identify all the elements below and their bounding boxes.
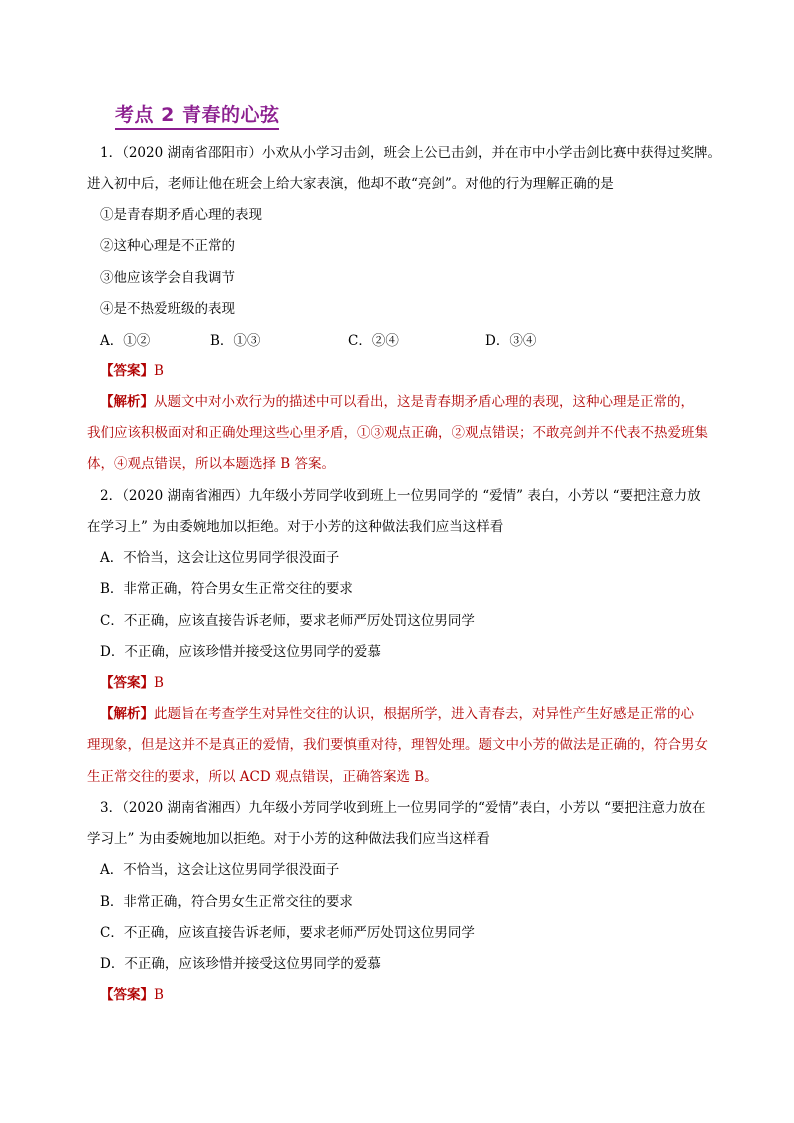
q2-analysis-line-1: [100, 704, 694, 724]
analysis-text: 此题旨在考查学生对异性交往的认识，根据所学，进入青春去，对异性产生好感是正常的心: [154, 706, 694, 722]
q2-answer: [100, 673, 164, 693]
q1-choice-b: B．①③: [210, 333, 261, 349]
q1-item-1: ①是青春期矛盾心理的表现: [100, 207, 262, 223]
answer-tag: 【答案】: [100, 675, 154, 691]
q1-choice-c: C．②④: [348, 333, 399, 349]
q1-analysis-line-3: 体，④观点错误，所以本题选择 B 答案。: [87, 456, 336, 472]
q1-stem-line-1: 1．（2020 湖南省邵阳市）小欢从小学习击剑，班会上公已击剑，并在市中小学击剑比赛中获得过奖牌。: [100, 145, 721, 161]
q2-option-c: C．不正确，应该直接告诉老师，要求老师严厉处罚这位男同学: [100, 613, 475, 629]
q1-answer: [100, 361, 164, 381]
analysis-text: 从题文中对小欢行为的描述中可以看出，这是青春期矛盾心理的表现，这种心理是正常的，: [154, 394, 694, 410]
q3-answer: [100, 985, 164, 1005]
q2-option-b: B．非常正确，符合男女生正常交往的要求: [100, 581, 353, 597]
q1-item-2: ②这种心理是不正常的: [100, 238, 235, 254]
answer-value: B: [154, 987, 164, 1003]
q1-analysis-line-2: 我们应该积极面对和正确处理这些心里矛盾，①③观点正确，②观点错误；不敢亮剑并不代表不热爱班集: [87, 425, 708, 441]
q1-item-4: ④是不热爱班级的表现: [100, 301, 235, 317]
q3-option-a: A．不恰当，这会让这位男同学很没面子: [100, 862, 340, 878]
q3-option-c: C．不正确，应该直接告诉老师，要求老师严厉处罚这位男同学: [100, 925, 475, 941]
q3-stem-line-2: 学习上” 为由委婉地加以拒绝。对于小芳的这种做法我们应当这样看: [87, 831, 490, 847]
q2-stem-line-2: 在学习上” 为由委婉地加以拒绝。对于小芳的这种做法我们应当这样看: [87, 519, 504, 535]
q2-analysis-line-3: 生正常交往的要求，所以 ACD 观点错误，正确答案选 B。: [87, 769, 438, 785]
q2-option-a: A．不恰当，这会让这位男同学很没面子: [100, 550, 340, 566]
analysis-tag: 【解析】: [100, 394, 154, 410]
answer-value: B: [154, 675, 164, 691]
q3-stem-line-1: 3．（2020 湖南省湘西）九年级小芳同学收到班上一位男同学的“爱情”表白，小芳以 “要把注意力放在: [100, 800, 706, 816]
q1-choice-d: D．③④: [485, 333, 537, 349]
q2-option-d: D．不正确，应该珍惜并接受这位男同学的爱慕: [100, 644, 381, 660]
q1-item-3: ③他应该学会自我调节: [100, 270, 235, 286]
q2-stem-line-1: 2．（2020 湖南省湘西）九年级小芳同学收到班上一位男同学的 “爱情” 表白，小芳以 “要把注意力放: [100, 488, 701, 504]
answer-tag: 【答案】: [100, 363, 154, 379]
q3-option-d: D．不正确，应该珍惜并接受这位男同学的爱慕: [100, 956, 381, 972]
section-title: 考点 2 青春的心弦: [115, 100, 279, 130]
q2-analysis-line-2: 理现象，但是这并不是真正的爱情，我们要慎重对待，理智处理。题文中小芳的做法是正确的，符合男女: [87, 737, 708, 753]
analysis-tag: 【解析】: [100, 706, 154, 722]
q1-choice-a: A．①②: [100, 333, 151, 349]
answer-tag: 【答案】: [100, 987, 154, 1003]
q1-stem-line-2: 进入初中后，老师让他在班会上给大家表演，他却不敢“亮剑”。对他的行为理解正确的是: [87, 176, 614, 192]
q3-option-b: B．非常正确，符合男女生正常交往的要求: [100, 894, 353, 910]
q1-analysis-line-1: [100, 392, 694, 412]
answer-value: B: [154, 363, 164, 379]
